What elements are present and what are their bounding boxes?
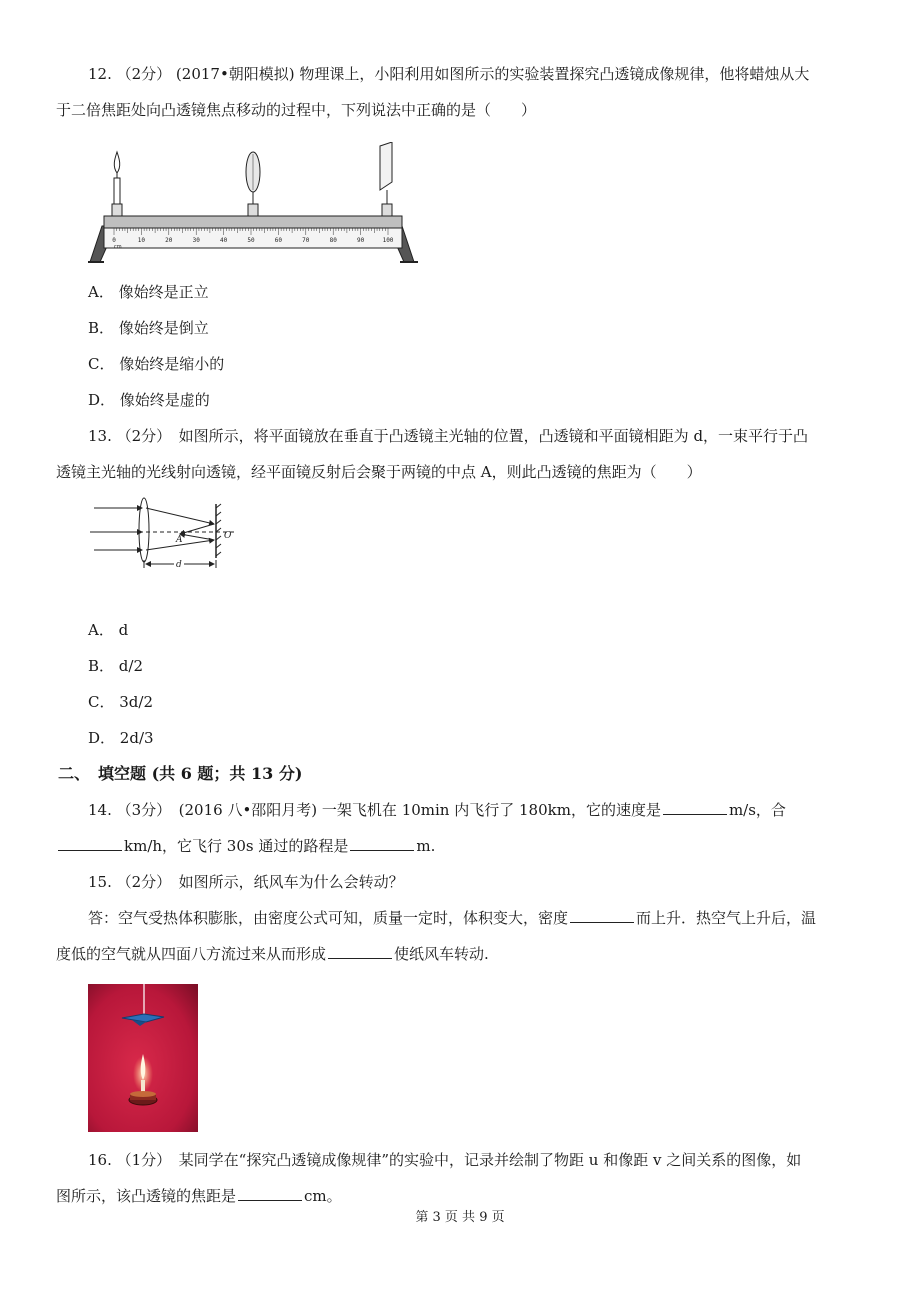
q12-stem-line2: 于二倍焦距处向凸透镜焦点移动的过程中，下列说法中正确的是（ ）	[56, 101, 537, 119]
q12-option-d[interactable]: D． 像始终是虚的	[88, 391, 210, 409]
q16-text-a: 图所示，该凸透镜的焦距是	[56, 1187, 237, 1205]
q14-text-c: km/h，它飞行 30s 通过的路程是	[124, 837, 349, 855]
bench-rail	[104, 216, 402, 228]
q12-option-b[interactable]: B． 像始终是倒立	[88, 319, 209, 337]
q14-text-d: m.	[416, 837, 436, 855]
ruler-tick-label: 100	[382, 237, 394, 244]
lens-mirror-figure	[90, 494, 240, 574]
q13-option-d[interactable]: D． 2d/3	[88, 729, 154, 747]
q15-answer-line1	[88, 908, 816, 928]
q14-line1	[88, 800, 786, 820]
page-footer: 第 3 页 共 9 页	[415, 1210, 505, 1225]
ruler-unit: cm	[114, 244, 122, 250]
candle-holder	[112, 204, 122, 216]
ruler-tick-label: 60	[274, 237, 283, 244]
q15-answer-line2	[56, 944, 489, 964]
q16-blank-1[interactable]	[238, 1186, 302, 1201]
section-title: 二、 填空题 (共 6 题；共 13 分)	[58, 764, 303, 783]
q13-stem-line2: 透镜主光轴的光线射向透镜，经平面镜反射后会聚于两镜的中点 A，则此凸透镜的焦距为（ ）	[56, 463, 702, 481]
lens-symbol	[139, 498, 149, 562]
q13-option-b[interactable]: B． d/2	[88, 657, 143, 675]
q12-stem-line1: 12. （2分） (2017•朝阳模拟) 物理课上，小阳利用如图所示的实验装置探究凸透镜成像规律，他将蜡烛从大	[88, 65, 810, 83]
q15-text-c: 度低的空气就从四面八方流过来从而形成	[56, 945, 327, 963]
q15-blank-1[interactable]	[570, 908, 634, 923]
ruler-tick-label: 40	[219, 237, 228, 244]
q12-option-a[interactable]: A． 像始终是正立	[88, 283, 209, 301]
q15-stem: 15. （2分） 如图所示，纸风车为什么会转动？	[88, 873, 404, 891]
ruler-tick-label: 80	[329, 237, 337, 244]
q13-stem-line1: 13. （2分） 如图所示，将平面镜放在垂直于凸透镜主光轴的位置，凸透镜和平面镜相距为 d，一束平行于凸	[88, 427, 809, 445]
q14-line2	[56, 836, 435, 856]
q12-option-c[interactable]: C． 像始终是缩小的	[88, 355, 225, 373]
q14-blank-3[interactable]	[350, 836, 414, 851]
point-o-label: O	[224, 531, 232, 541]
candle-flame	[114, 152, 119, 173]
ruler-tick-label: 20	[165, 237, 173, 244]
q16-stem: 16. （1分） 某同学在“探究凸透镜成像规律”的实验中，记录并绘制了物距 u 和像距 v 之间关系的图像，如	[88, 1151, 802, 1169]
q13-option-a[interactable]: A． d	[88, 621, 129, 639]
q15-text-d: 使纸风车转动.	[394, 945, 489, 963]
q15-blank-2[interactable]	[328, 944, 392, 959]
ruler-tick-label: 0	[112, 237, 116, 244]
q13-option-c[interactable]: C． 3d/2	[88, 693, 153, 711]
ruler-tick-label: 30	[192, 237, 200, 244]
q14-text-b: m/s，合	[728, 801, 786, 819]
ruler-tick-label: 50	[247, 237, 255, 244]
q14-text-a: 14. （3分） (2016 八•邵阳月考) 一架飞机在 10min 内飞行了 180km，它的速度是	[88, 801, 661, 819]
q14-blank-2[interactable]	[58, 836, 122, 851]
q16-text-b: cm。	[304, 1187, 342, 1205]
optical-bench-figure	[88, 142, 418, 266]
candle	[114, 178, 120, 204]
light-screen	[380, 142, 392, 190]
ruler-tick-label: 10	[137, 237, 146, 244]
ruler-tick-label: 90	[356, 237, 365, 244]
lens-holder	[248, 204, 258, 216]
q15-text-b: 而上升．热空气上升后，温	[636, 909, 817, 927]
distance-d-label: d	[176, 560, 182, 570]
ruler-tick-label: 70	[302, 237, 310, 244]
q14-blank-1[interactable]	[663, 800, 727, 815]
pinwheel-photo	[88, 984, 198, 1132]
screen-holder	[382, 204, 392, 216]
q16-line2	[56, 1186, 342, 1206]
point-a-label: A	[176, 535, 183, 545]
q15-text-a: 答：空气受热体积膨胀，由密度公式可知，质量一定时，体积变大，密度	[88, 909, 569, 927]
